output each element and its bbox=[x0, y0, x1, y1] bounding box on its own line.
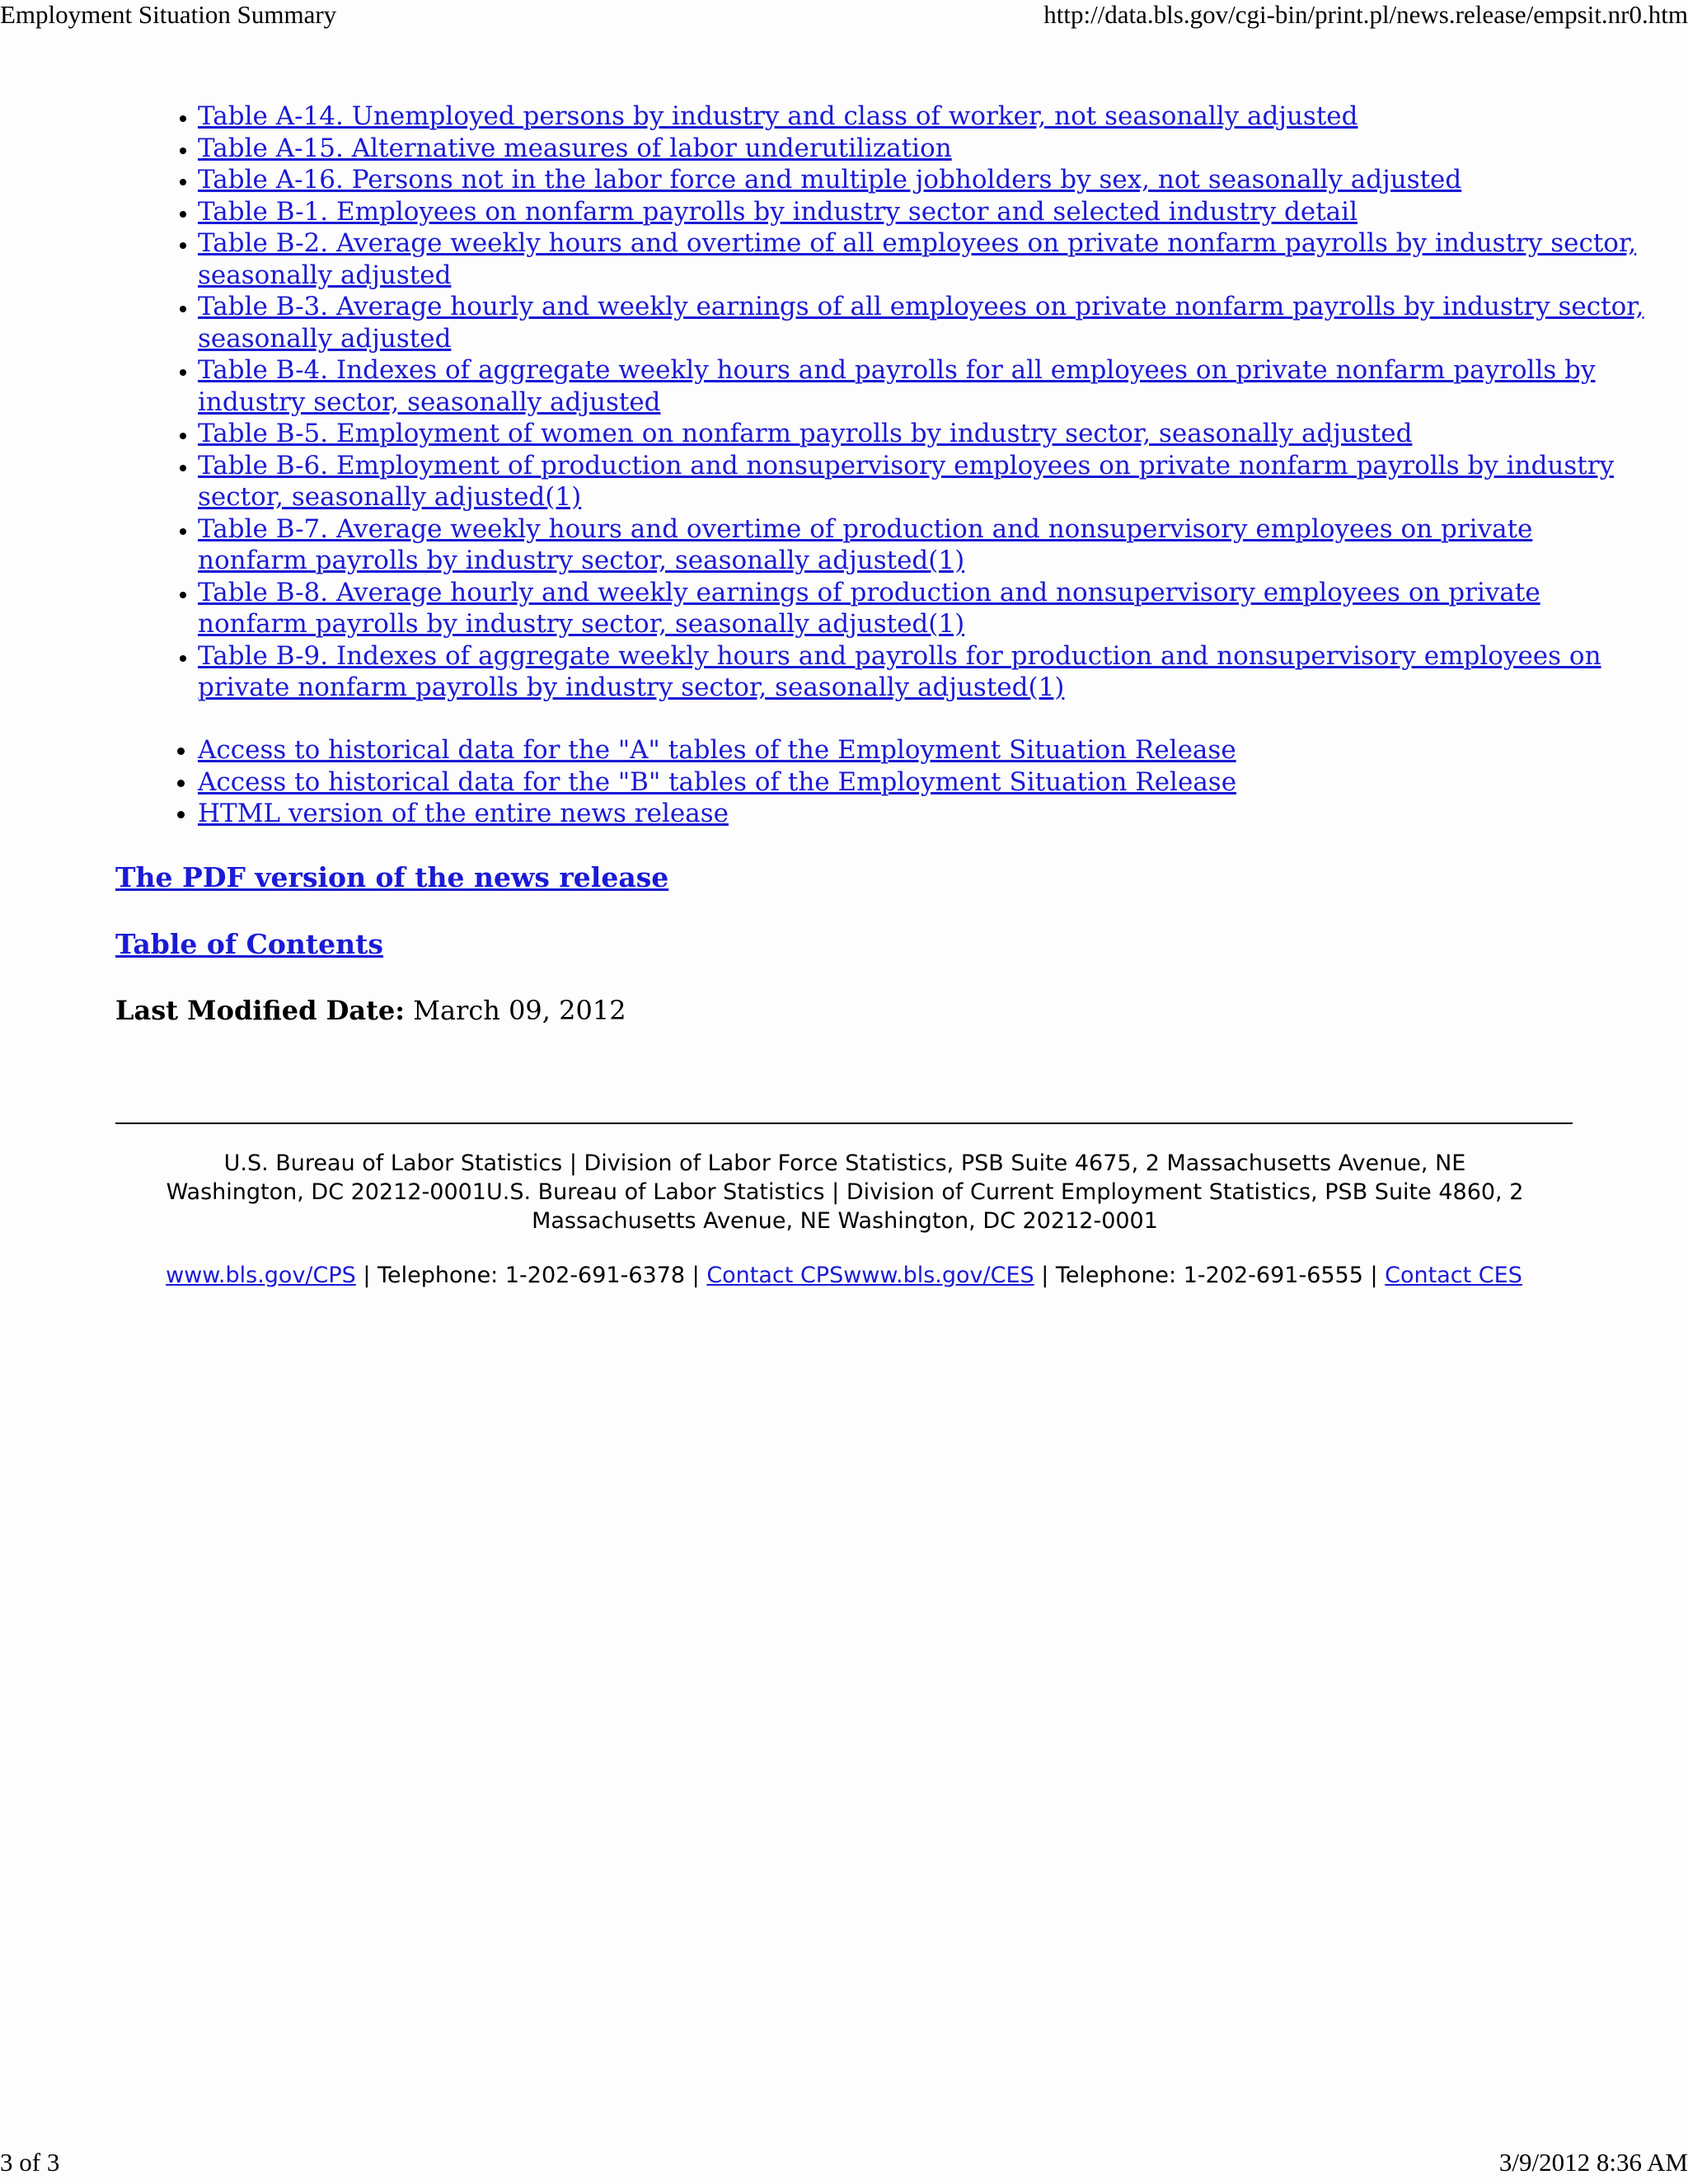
print-header bbox=[0, 0, 1688, 33]
table-link[interactable]: Table B-5. Employment of women on nonfarm payrolls by industry sector, seasonally adjusted bbox=[198, 419, 1413, 448]
list-item bbox=[198, 291, 1648, 354]
last-modified bbox=[115, 995, 626, 1026]
list-item bbox=[198, 354, 1648, 418]
table-link[interactable]: Table B-3. Average hourly and weekly earnings of all employees on private nonfarm payrolls by industry sector, seasonally adjusted bbox=[198, 292, 1644, 354]
table-link[interactable]: Table B-2. Average weekly hours and overtime of all employees on private nonfarm payrolls by industry sector, seasonally adjusted bbox=[198, 228, 1637, 290]
print-datetime: 3/9/2012 8:36 AM bbox=[1498, 2148, 1688, 2177]
list-item bbox=[198, 227, 1648, 291]
list-item bbox=[198, 734, 1648, 766]
table-of-contents-link[interactable]: Table of Contents bbox=[115, 928, 383, 960]
ces-site-link[interactable]: www.bls.gov/CES bbox=[843, 1263, 1034, 1288]
list-item bbox=[198, 164, 1648, 196]
pdf-version-link[interactable]: The PDF version of the news release bbox=[115, 861, 669, 893]
print-footer bbox=[0, 2148, 1688, 2181]
footer-address: U.S. Bureau of Labor Statistics | Division of Labor Force Statistics, PSB Suite 4675, 2 Massachusetts Avenue, NE Washington, DC 20212-0001U.S. Bureau of Labor Statistics | Division of Current Employment Statistics, PSB Suite 4860, 2 Massachusetts Avenue, NE Washington, DC 20212-0001 bbox=[166, 1151, 1524, 1234]
list-item bbox=[198, 513, 1648, 577]
ces-phone: | Telephone: 1-202-691-6555 | bbox=[1034, 1263, 1386, 1288]
list-item bbox=[198, 418, 1648, 450]
access-links-list bbox=[115, 734, 1648, 830]
table-link[interactable]: Table B-9. Indexes of aggregate weekly hours and payrolls for production and nonsupervisory employees on private nonfarm payrolls by industry sector, seasonally adjusted(1) bbox=[198, 640, 1601, 702]
contact-cps-link[interactable]: Contact CPS bbox=[706, 1263, 844, 1288]
table-links-list bbox=[115, 101, 1648, 704]
historical-b-link[interactable]: Access to historical data for the "B" tables of the Employment Situation Release bbox=[198, 766, 1237, 797]
list-item bbox=[198, 450, 1648, 513]
cps-site-link[interactable]: www.bls.gov/CPS bbox=[166, 1263, 356, 1288]
table-link[interactable]: Table A-14. Unemployed persons by industry and class of worker, not seasonally adjusted bbox=[198, 101, 1358, 131]
cps-phone: | Telephone: 1-202-691-6378 | bbox=[355, 1263, 707, 1288]
table-link[interactable]: Table B-4. Indexes of aggregate weekly hours and payrolls for all employees on private nonfarm payrolls by industry sector, seasonally adjusted bbox=[198, 355, 1596, 417]
page-number: 3 of 3 bbox=[0, 2148, 60, 2177]
html-version-link[interactable]: HTML version of the entire news release bbox=[198, 799, 729, 828]
list-item bbox=[198, 101, 1648, 133]
historical-a-link[interactable]: Access to historical data for the "A" tables of the Employment Situation Release bbox=[198, 735, 1236, 765]
list-item bbox=[198, 640, 1648, 704]
footer-links bbox=[115, 1261, 1573, 1290]
table-link[interactable]: Table A-16. Persons not in the labor force and multiple jobholders by sex, not seasonally adjusted bbox=[198, 165, 1462, 194]
footer-divider bbox=[115, 1122, 1573, 1124]
last-modified-value: March 09, 2012 bbox=[413, 995, 626, 1026]
print-header-url: http://data.bls.gov/cgi-bin/print.pl/news.release/empsit.nr0.htm bbox=[1043, 0, 1688, 29]
table-link[interactable]: Table B-8. Average hourly and weekly earnings of production and nonsupervisory employees on private nonfarm payrolls by industry sector, seasonally adjusted(1) bbox=[198, 577, 1540, 639]
contact-ces-link[interactable]: Contact CES bbox=[1385, 1263, 1522, 1288]
list-item bbox=[198, 577, 1648, 640]
table-link[interactable]: Table B-6. Employment of production and nonsupervisory employees on private nonfarm payrolls by industry sector, seasonally adjusted(1) bbox=[198, 450, 1615, 512]
list-item bbox=[198, 133, 1648, 165]
list-item bbox=[198, 196, 1648, 228]
last-modified-label: Last Modified Date: bbox=[115, 995, 406, 1026]
table-link[interactable]: Table A-15. Alternative measures of labor underutilization bbox=[198, 133, 952, 163]
print-header-title: Employment Situation Summary bbox=[0, 0, 337, 29]
list-item bbox=[198, 798, 1648, 830]
list-item bbox=[198, 766, 1648, 799]
table-link[interactable]: Table B-1. Employees on nonfarm payrolls by industry sector and selected industry detail bbox=[198, 196, 1357, 227]
table-link[interactable]: Table B-7. Average weekly hours and overtime of production and nonsupervisory employees on private nonfarm payrolls by industry sector, seasonally adjusted(1) bbox=[198, 513, 1533, 575]
